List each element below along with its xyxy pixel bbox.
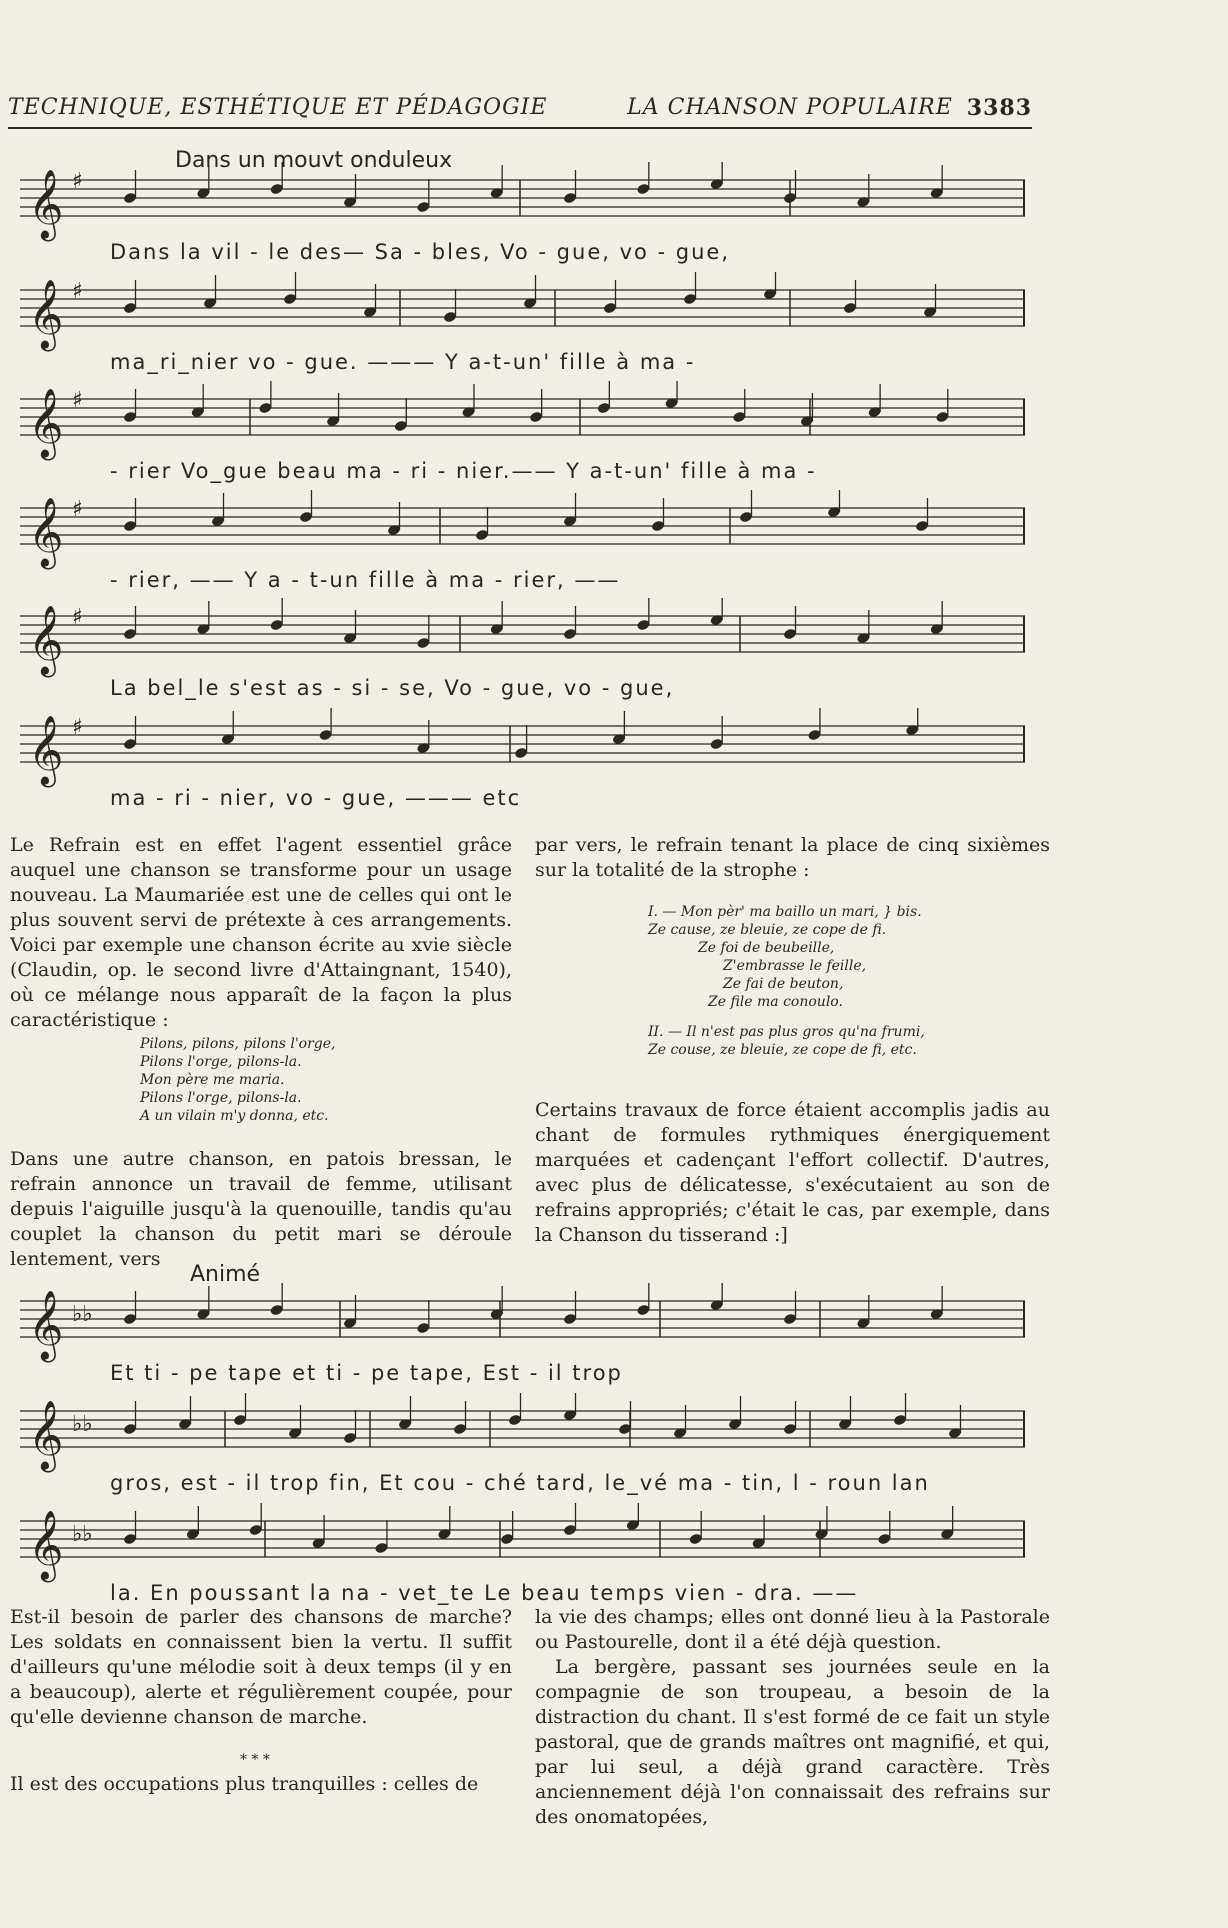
tempo-marking-1: Dans un mouvt onduleux <box>175 148 453 173</box>
verse-line: I. — Mon pèr' ma baillo un mari, } bis. <box>648 904 922 920</box>
verse-line: Ze file ma conoulo. <box>708 994 843 1010</box>
paragraph-tranquilles: Il est des occupations plus tranquilles : celles de <box>10 1773 479 1795</box>
verse-bressan <box>648 903 1028 1059</box>
lyric-line: Et ti - pe tape et ti - pe tape, Est - il trop <box>110 1361 623 1385</box>
lyric-line: - rier, —— Y a - t-un fille à ma - rier, —— <box>110 568 621 592</box>
lyric-line: ma - ri - nier, vo - gue, ——— etc <box>110 786 522 810</box>
treble-clef-icon: 𝄞 <box>28 1510 64 1580</box>
right-column-1 <box>535 833 1050 883</box>
paragraph-travaux: Certains travaux de force étaient accomplis jadis au chant de formules rythmiques énergiquement marquées et cadençant l'effort collectif. D'autres, avec plus de délicatesse, s'exécutaient au son de refrains appropriés; c'était le cas, par exemple, dans la Chanson du tisserand :] <box>535 1099 1050 1246</box>
section-stars: * * * <box>240 1752 270 1768</box>
paragraph-champs: la vie des champs; elles ont donné lieu à la Pastorale ou Pastourelle, dont il a été déjà question. <box>535 1606 1050 1653</box>
lyric-line: ma_ri_nier vo - gue. ——— Y a-t-un' fille à ma - <box>110 350 696 374</box>
svg-text:♭♭: ♭♭ <box>72 1412 93 1437</box>
music-staff <box>20 1283 1030 1385</box>
lyric-line: Dans la vil - le des— Sa - bles, Vo - gue, vo - gue, <box>110 240 731 264</box>
lyric-line: - rier Vo_gue beau ma - ri - nier.—— Y a-t-un' fille à ma - <box>110 459 817 483</box>
verse-line: Mon père me maria. <box>140 1072 285 1088</box>
verse-pilons <box>140 1035 500 1125</box>
music-staff <box>20 598 1030 700</box>
paragraph-bergere: La bergère, passant ses journées seule en la compagnie de son troupeau, a besoin de la distraction du chant. Il s'est formé de ce fait un style pastoral, que de grands maîtres ont magnifié, et qui, par lui seul, a déjà grand caractère. Très anciennement déjà l'on connaissait des refrains sur des onomatopées, <box>535 1656 1050 1828</box>
music-staff <box>20 1393 1030 1495</box>
left-column-4 <box>10 1772 512 1797</box>
header-right: LA CHANSON POPULAIRE <box>627 95 953 120</box>
svg-text:♯: ♯ <box>72 279 83 304</box>
verse-line: Ze cause, ze bleuie, ze cope de fi. <box>648 922 887 938</box>
music-staff <box>20 162 1030 264</box>
music-staff <box>20 490 1030 592</box>
verse-line: Ze foi de beubeille, <box>698 940 835 956</box>
paragraph-bressan: Dans une autre chanson, en patois bressan, le refrain annonce un travail de femme, utilisant depuis l'aiguille jusqu'à la quenouille, tandis qu'au couplet la chanson du petit mari se déroule lentement, vers <box>10 1148 512 1270</box>
treble-clef-icon: 𝄞 <box>28 279 64 349</box>
svg-text:♯: ♯ <box>72 169 83 194</box>
header-left: TECHNIQUE, ESTHÉTIQUE ET PÉDAGOGIE <box>8 95 548 120</box>
left-column-2 <box>10 1147 512 1272</box>
svg-text:♯: ♯ <box>72 497 83 522</box>
treble-clef-icon: 𝄞 <box>28 1400 64 1470</box>
tempo-marking-2: Animé <box>190 1262 261 1287</box>
music-staff <box>20 708 1030 810</box>
svg-text:♯: ♯ <box>72 715 83 740</box>
verse-line: Pilons l'orge, pilons-la. <box>140 1054 302 1070</box>
lyric-line: La bel_le s'est as - si - se, Vo - gue, vo - gue, <box>110 676 675 700</box>
page-number: 3383 <box>966 95 1032 121</box>
music-staff <box>20 1503 1030 1605</box>
verse-line: Z'embrasse le feille, <box>723 958 867 974</box>
left-column-3 <box>10 1605 512 1730</box>
paragraph-marche: Est-il besoin de parler des chansons de marche? Les soldats en connaissent bien la vertu. Il suffit d'ailleurs qu'une mélodie soit à deux temps (il y en a beaucoup), alerte et régulièrement coupée, pour qu'elle devienne chanson de marche. <box>10 1606 512 1728</box>
right-column-3 <box>535 1605 1050 1830</box>
verse-line: Pilons, pilons, pilons l'orge, <box>140 1036 336 1052</box>
lyric-line: gros, est - il trop fin, Et cou - ché tard, le_vé ma - tin, l - roun lan <box>110 1471 930 1495</box>
verse-line: II. — Il n'est pas plus gros qu'na frumi, <box>648 1024 925 1040</box>
paragraph-refrain: Le Refrain est en effet l'agent essentiel grâce auquel une chanson se transforme pour un usage nouveau. La Maumariée est une de celles qui ont le plus souvent servi de prétexte à ces arrangements. Voici par exemple une chanson écrite au xvie siècle (Claudin, op. le second livre d'Attaingnant, 1540), où ce mélange nous apparaît de la façon la plus caractéristique : <box>10 834 512 1031</box>
lyric-line: la. En poussant la na - vet_te Le beau temps vien - dra. —— <box>110 1581 859 1605</box>
paragraph-refrain-cont: par vers, le refrain tenant la place de cinq sixièmes sur la totalité de la strophe : <box>535 834 1050 881</box>
treble-clef-icon: 𝄞 <box>28 715 64 785</box>
music-staff <box>20 272 1030 374</box>
svg-text:♯: ♯ <box>72 388 83 413</box>
verse-line: Pilons l'orge, pilons-la. <box>140 1090 302 1106</box>
verse-line: A un vilain m'y donna, etc. <box>140 1108 329 1124</box>
right-column-2 <box>535 1098 1050 1248</box>
music-staff <box>20 381 1030 483</box>
verse-line: Ze couse, ze bleuie, ze cope de fi, etc. <box>648 1042 917 1058</box>
treble-clef-icon: 𝄞 <box>28 497 64 567</box>
left-column-1 <box>10 833 512 1033</box>
verse-line: Ze fai de beuton, <box>723 976 844 992</box>
treble-clef-icon: 𝄞 <box>28 169 64 239</box>
treble-clef-icon: 𝄞 <box>28 388 64 458</box>
treble-clef-icon: 𝄞 <box>28 1290 64 1360</box>
svg-text:♯: ♯ <box>72 605 83 630</box>
svg-text:♭♭: ♭♭ <box>72 1522 93 1547</box>
svg-text:♭♭: ♭♭ <box>72 1302 93 1327</box>
treble-clef-icon: 𝄞 <box>28 605 64 675</box>
running-header <box>8 95 1032 129</box>
